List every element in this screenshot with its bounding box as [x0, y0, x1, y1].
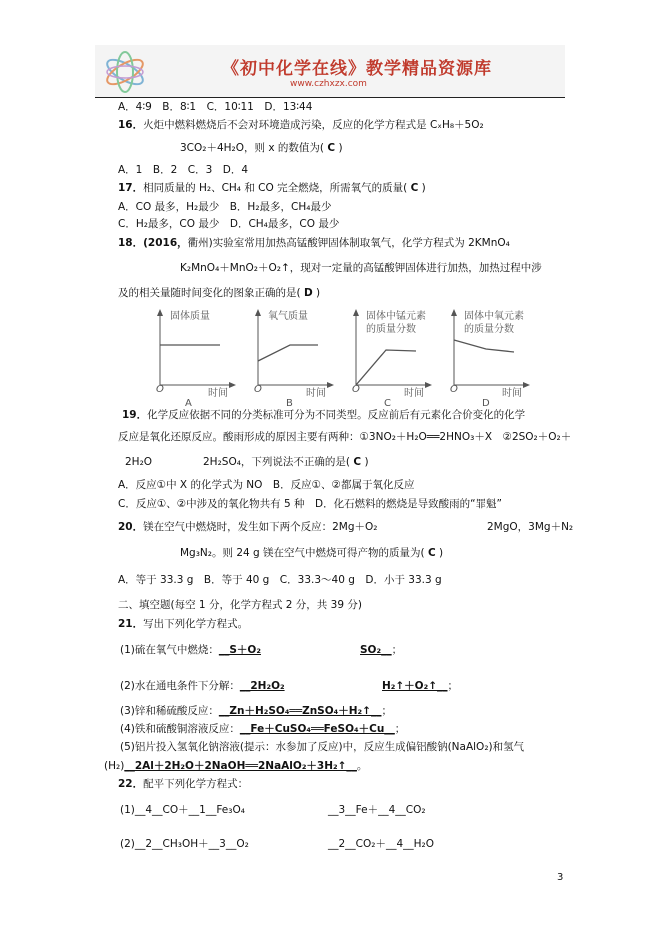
q-text: (1)硫在氧气中燃烧：: [120, 644, 219, 656]
x-arrow: [327, 382, 334, 388]
header-divider: [95, 97, 565, 98]
curve: [454, 340, 514, 352]
page-number: 3: [557, 872, 564, 883]
q19-options-1: A．反应①中 X 的化学式为 NO B．反应①、②都属于氧化反应: [118, 479, 415, 491]
graph-d-ylabel: 固体中氧元素: [464, 311, 524, 322]
paren: ): [439, 547, 444, 559]
answer: __Zn＋H₂SO₄══ZnSO₄＋H₂↑__: [218, 705, 382, 717]
logo-icon: [100, 50, 150, 94]
punct: ；: [391, 644, 403, 656]
q-text: (2)水在通电条件下分解：: [120, 680, 240, 692]
q-number: 22．: [118, 778, 144, 790]
q-number: 21．: [118, 618, 144, 630]
graph-c-xlabel: 时间: [404, 388, 424, 399]
graph-a: [150, 305, 240, 419]
q-number: 20．: [118, 521, 144, 533]
q-number: 18．(2016，: [118, 237, 188, 249]
q18-continuation-2: [118, 286, 320, 300]
q15-options: A．4∶9 B．8∶1 C．10∶11 D．13∶44: [118, 101, 313, 113]
q19-h2o: 2H₂O: [125, 456, 153, 468]
q-text: Mg₃N₂。则 24 g 镁在空气中燃烧可得产物的质量为(: [180, 547, 425, 559]
answer: C: [410, 182, 419, 194]
q21-3: [120, 704, 392, 718]
graph-d-xlabel: 时间: [502, 388, 522, 399]
paren: ): [421, 182, 426, 194]
header-title: 《初中化学在线》教学精品资源库: [222, 59, 492, 79]
graph-b-xlabel: 时间: [306, 388, 326, 399]
curve: [258, 345, 318, 361]
q21-1: [120, 643, 261, 657]
graph-a-xlabel: 时间: [208, 388, 228, 399]
answer: C: [427, 547, 436, 559]
q17-options-1: A．CO 最多，H₂最少 B．H₂最多，CH₄最少: [118, 201, 332, 213]
header-url: www.czhxzx.com: [290, 79, 367, 89]
graph-a-origin: O: [156, 384, 164, 395]
y-arrow: [255, 309, 261, 316]
paren: ): [316, 287, 321, 299]
graph-c-ylabel-2: 的质量分数: [366, 324, 416, 335]
question-22: [118, 777, 248, 791]
q-text: (3)锌和稀硫酸反应：: [120, 705, 219, 717]
graph-d-origin: O: [450, 384, 458, 395]
y-arrow: [353, 309, 359, 316]
q20-right: 2MgO，3Mg＋N₂: [487, 521, 574, 533]
graph-b-origin: O: [254, 384, 262, 395]
answer: __Fe＋CuSO₄══FeSO₄＋Cu__: [239, 723, 395, 735]
question-21: [118, 617, 248, 631]
q18-continuation: K₂MnO₄＋MnO₂＋O₂↑，现对一定量的高锰酸钾固体进行加热，加热过程中涉: [180, 262, 542, 274]
q-text: 火炬中燃料燃烧后不会对环境造成污染，反应的化学方程式是 CₓH₈＋5O₂: [143, 119, 484, 131]
q21-5-answer-line: [104, 759, 367, 773]
q22-2-left: (2)__2__CH₃OH＋__3__O₂: [120, 838, 249, 850]
punct: ；: [447, 680, 459, 692]
answer: H₂↑＋O₂↑__: [382, 680, 448, 692]
q-text: 化学反应依据不同的分类标准可分为不同类型。反应前后有元素化合价变化的化学: [147, 409, 526, 421]
curve: [356, 350, 416, 385]
graph-b: [248, 305, 338, 419]
graph-d-ylabel-2: 的质量分数: [464, 324, 514, 335]
q22-1-left: (1)__4__CO＋__1__Fe₃O₄: [120, 804, 245, 816]
q19-continuation: 反应是氧化还原反应。酸雨形成的原因主要有两种：①3NO₂＋H₂O══2HNO₃＋X ②2SO₂＋O₂＋: [118, 431, 572, 443]
answer: __2H₂O₂: [239, 680, 285, 692]
paren: ): [338, 142, 343, 154]
q20-options: A．等于 33.3 g B．等于 40 g C．33.3～40 g D．小于 33.3 g: [118, 574, 442, 586]
graph-a-label: A: [185, 398, 192, 409]
q21-4: [120, 722, 405, 736]
punct: ；: [394, 723, 406, 735]
question-20: [118, 520, 378, 534]
question-16: [118, 118, 484, 132]
graph-a-ylabel: 固体质量: [170, 311, 210, 322]
graph-b-label: B: [286, 398, 293, 409]
q19-continuation-2: [203, 455, 369, 469]
answer: SO₂__: [360, 644, 392, 656]
q-text: 配平下列化学方程式：: [143, 778, 249, 790]
answer: __S＋O₂: [218, 644, 261, 656]
x-arrow: [523, 382, 530, 388]
q-text: 相同质量的 H₂、CH₄ 和 CO 完全燃烧，所需氧气的质量(: [143, 182, 408, 194]
q20-continuation: [180, 546, 443, 560]
q-number: 19．: [122, 409, 148, 421]
q21-1-right: [360, 643, 402, 657]
q19-options-2: C．反应①、②中涉及的氧化物共有 5 种 D．化石燃料的燃烧是导致酸雨的“罪魁”: [118, 498, 502, 510]
q21-2: [120, 679, 285, 693]
q21-2-right: [382, 679, 458, 693]
y-arrow: [451, 309, 457, 316]
q-text: 镁在空气中燃烧时，发生如下两个反应：2Mg＋O₂: [143, 521, 378, 533]
q-text: 及的相关量随时间变化的图象正确的是(: [118, 287, 301, 299]
q-text: 2H₂SO₄，下列说法不正确的是(: [203, 456, 351, 468]
q22-2-right: __2__CO₂＋__4__H₂O: [328, 838, 435, 850]
question-18: [118, 236, 510, 250]
q-text: 写出下列化学方程式。: [143, 618, 249, 630]
q17-options-2: C．H₂最多，CO 最少 D．CH₄最多，CO 最少: [118, 218, 340, 230]
graph-b-ylabel: 氧气质量: [268, 311, 308, 322]
punct: ；: [381, 705, 392, 717]
q-text: 衢州)实验室常用加热高锰酸钾固体制取氧气，化学方程式为 2KMnO₄: [187, 237, 510, 249]
graph-c-origin: O: [352, 384, 360, 395]
answer: C: [327, 142, 336, 154]
section-2-heading: 二、填空题(每空 1 分，化学方程式 2 分，共 39 分): [118, 599, 362, 611]
q21-5: (5)铝片投入氢氧化钠溶液(提示：水参加了反应)中，反应生成偏铝酸钠(NaAlO₂)和氢气: [120, 741, 525, 753]
graph-d-label: D: [482, 398, 490, 409]
q16-continuation: [180, 141, 343, 155]
paren: ): [364, 456, 369, 468]
q22-1-right: __3__Fe＋__4__CO₂: [328, 804, 426, 816]
q-number: 17．: [118, 182, 144, 194]
answer: C: [353, 456, 362, 468]
q-text: (H₂): [104, 760, 125, 772]
y-arrow: [157, 309, 163, 316]
q16-options: A．1 B．2 C．3 D．4: [118, 164, 249, 176]
answer: D: [303, 287, 313, 299]
question-19: [122, 408, 525, 422]
q-text: (4)铁和硫酸铜溶液反应：: [120, 723, 240, 735]
x-arrow: [425, 382, 432, 388]
q-text: 3CO₂＋4H₂O，则 x 的数值为(: [180, 142, 325, 154]
graph-c-ylabel: 固体中锰元素: [366, 311, 426, 322]
q-number: 16．: [118, 119, 144, 131]
answer: __2Al＋2H₂O＋2NaOH══2NaAlO₂＋3H₂↑__: [124, 760, 357, 772]
question-17: [118, 181, 426, 195]
graph-c-label: C: [384, 398, 391, 409]
punct: 。: [356, 760, 368, 772]
x-arrow: [229, 382, 236, 388]
